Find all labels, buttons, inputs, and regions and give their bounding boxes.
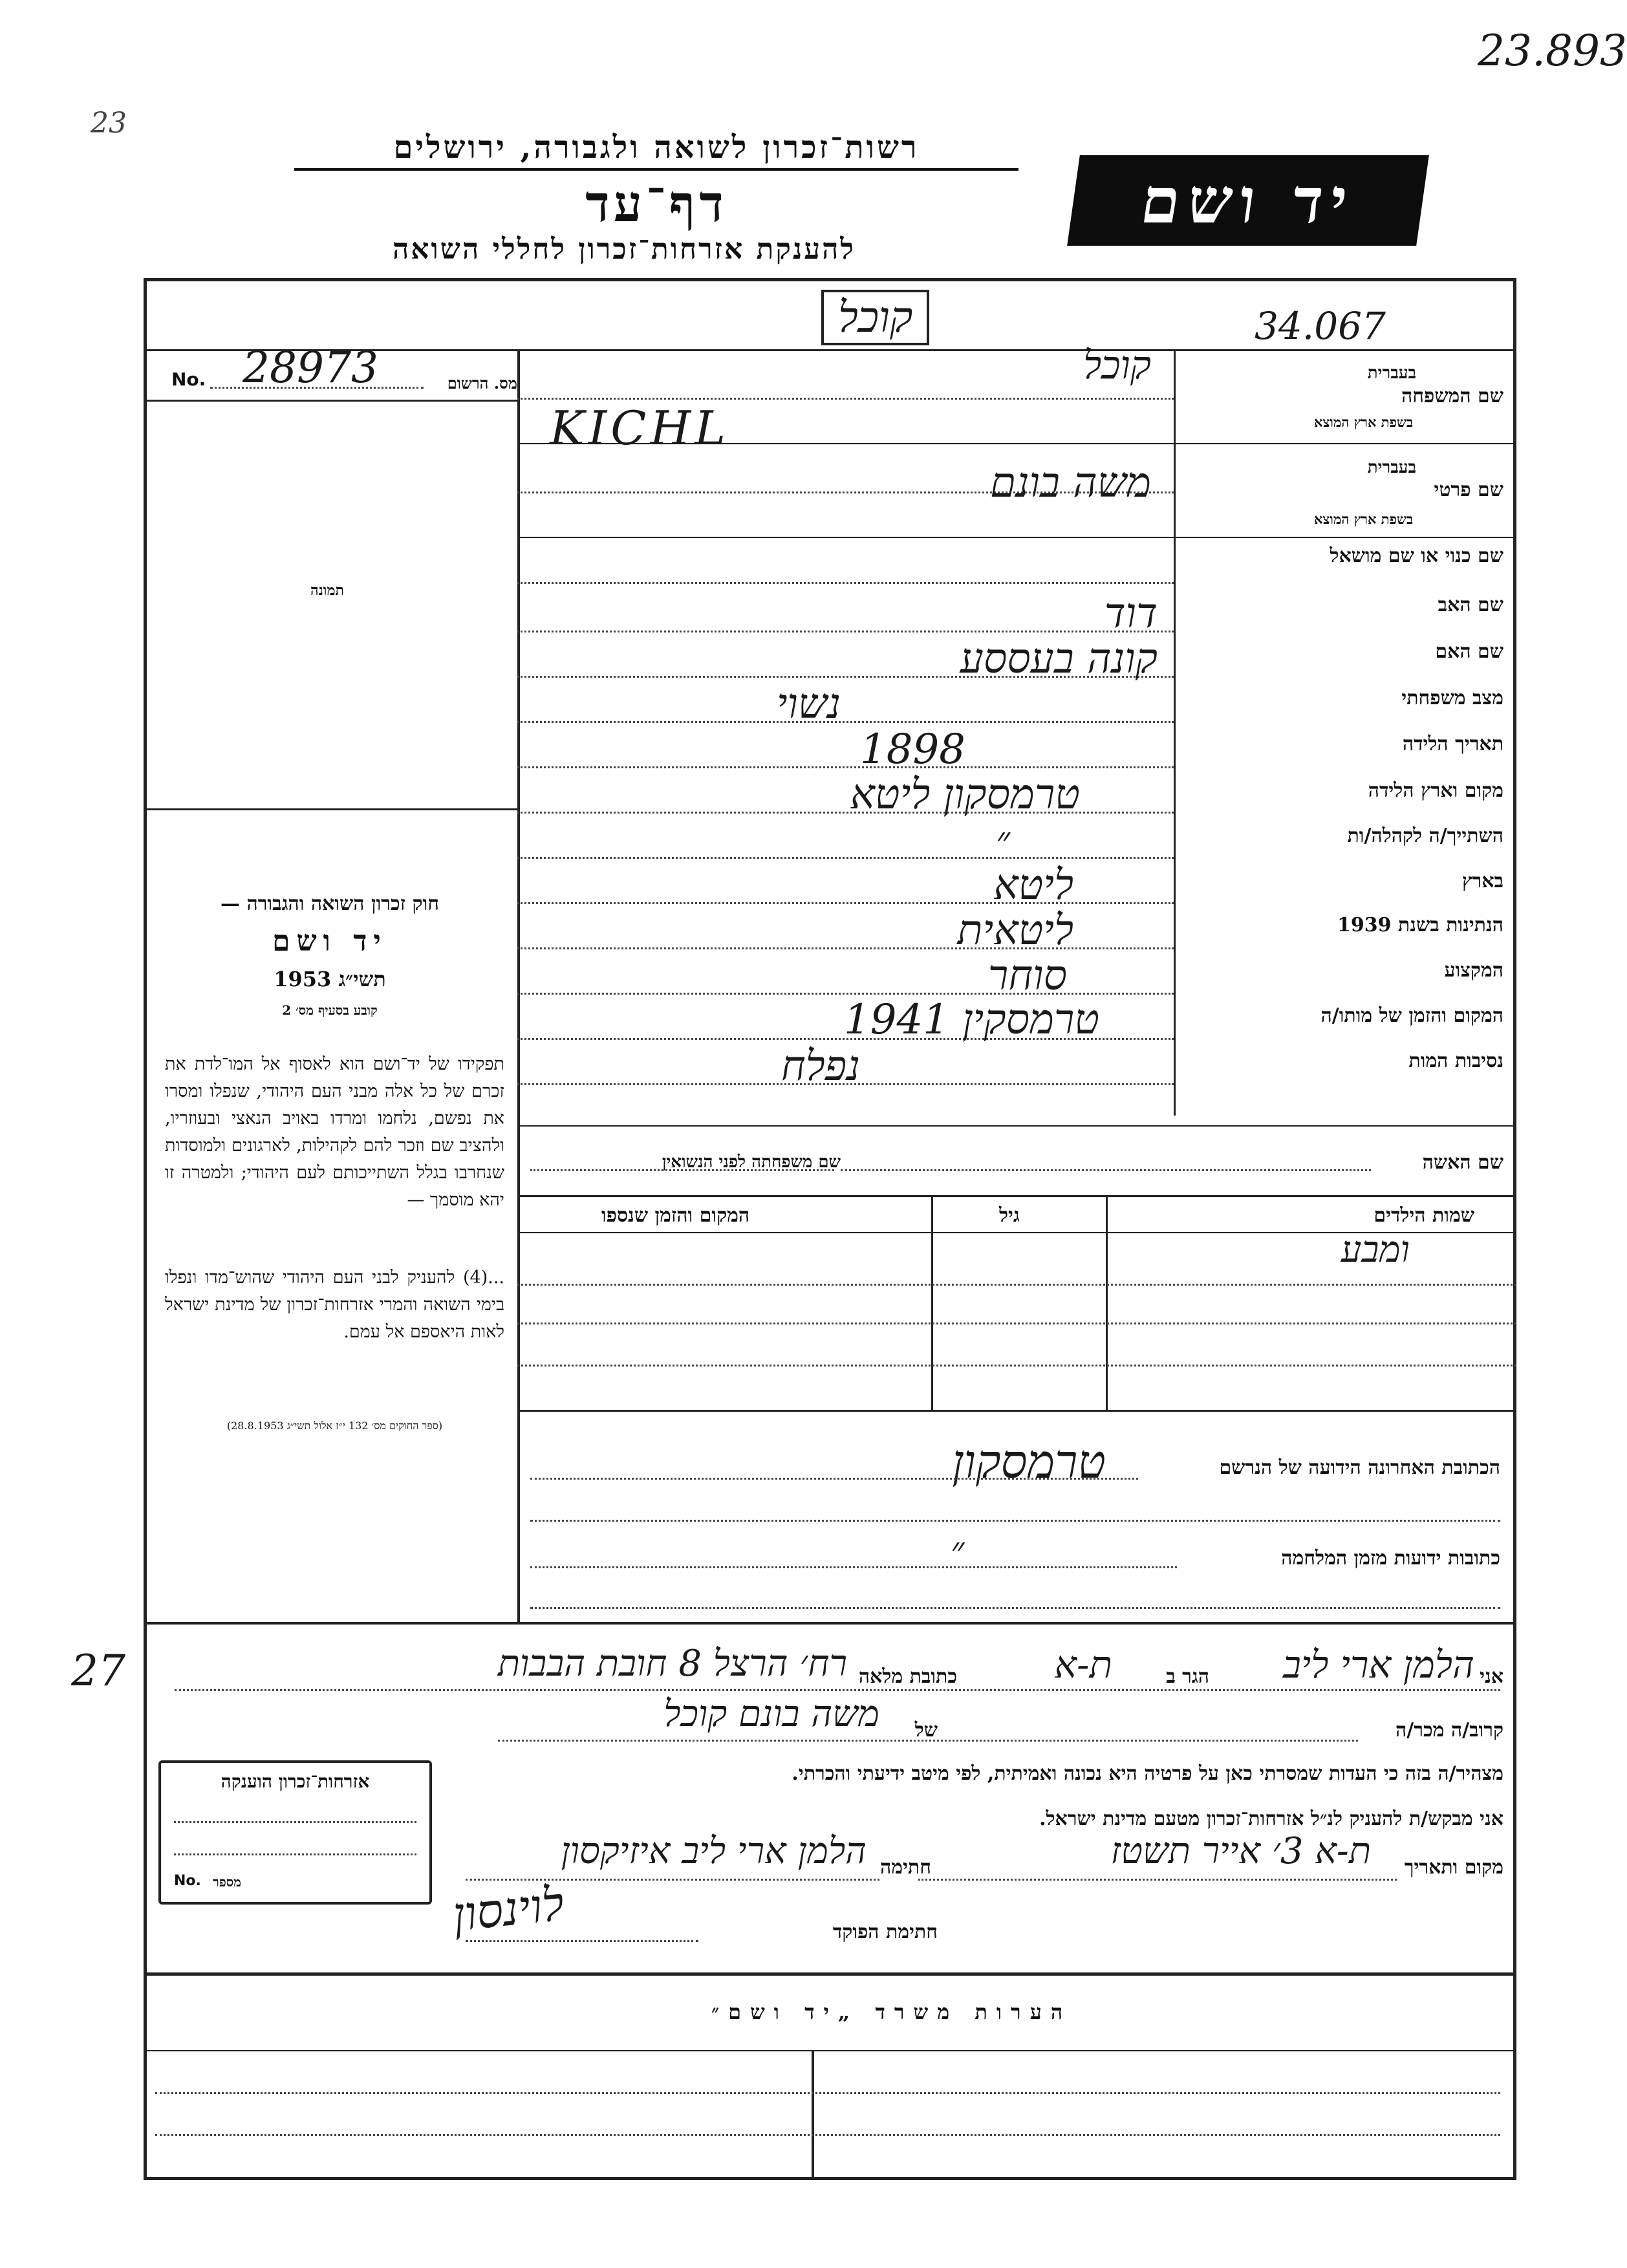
row-sep-10 <box>517 902 1174 904</box>
authority-line: רשות־זכרון לשואה ולגבורה, ירושלים <box>294 129 1018 171</box>
place-date-dots <box>918 1879 1397 1881</box>
statement-line: מצהיר/ה בזה כי העדות שמסרתי כאן על פרטיה היא נכונה ואמיתית, לפי מיטב ידיעתי והכרתי. <box>792 1762 1503 1785</box>
family-name-origin-sublabel: בשפת ארץ המוצא <box>1314 414 1413 430</box>
first-name-hebrew-sublabel: בעברית <box>1367 458 1416 477</box>
first-name-label: שם פרטי <box>1434 479 1503 501</box>
declaration-line-2 <box>498 1740 1358 1742</box>
nickname-label: שם כנוי או שם מושאל <box>1330 545 1503 567</box>
row-sep-2 <box>517 537 1516 538</box>
children-bottom <box>517 1410 1516 1412</box>
form-subtitle: להענקת אזרחות־זכרון לחללי השואה <box>392 233 856 266</box>
grant-box-title: אזרחות־זכרון הוענקה <box>221 1771 370 1792</box>
registration-divider <box>144 400 519 402</box>
marital-label: מצב משפחתי <box>1401 687 1503 709</box>
wartime-dots-2 <box>530 1607 1500 1609</box>
law-name: יד ושם <box>272 925 387 958</box>
country-value: ליטא <box>993 861 1073 909</box>
signature-label: חתימה <box>880 1856 931 1879</box>
address-extra-dots <box>530 1520 1500 1522</box>
officer-label: חתימת הפוקד <box>832 1921 938 1943</box>
grant-box-dots-2 <box>174 1853 416 1855</box>
request-line: אני מבקש/ת להעניק לנ״ל אזרחות־זכרון מטעם מדינת ישראל. <box>1039 1808 1503 1830</box>
wartime-address-label: כתובות ידועות מזמן המלחמה <box>1281 1547 1500 1570</box>
law-citation: (ספר החוקים מס׳ 132 י״ז אלול תשי״ג 28.8.1953) <box>226 1420 443 1432</box>
first-name-origin-sublabel: בשפת ארץ המוצא <box>1314 511 1413 527</box>
first-name-value: משה בונם <box>989 459 1151 507</box>
occupation-value: סוחר <box>987 952 1067 1000</box>
birth-place-label: מקום וארץ הלידה <box>1368 779 1503 802</box>
death-place-label: המקום והזמן של מותו/ה <box>1320 1004 1503 1027</box>
relative-label: קרוב/ה מכר/ה <box>1395 1719 1503 1742</box>
child-line-3 <box>517 1365 1516 1366</box>
of-label: של <box>914 1719 938 1742</box>
wife-label: שם האשה <box>1422 1151 1503 1174</box>
declaration-margin-number: 27 <box>71 1646 125 1696</box>
children-age-header: גיל <box>999 1204 1020 1227</box>
officer-signature: לוינסון <box>450 1876 566 1942</box>
frame-right <box>1513 278 1516 2179</box>
frame-left <box>144 278 147 2179</box>
child-line-2 <box>517 1323 1516 1324</box>
child-line-1 <box>517 1284 1516 1286</box>
family-name-origin-value: KICHL <box>550 401 729 455</box>
death-cause-label: נסיבות המות <box>1408 1050 1503 1072</box>
yad-vashem-logo <box>1067 155 1429 246</box>
death-place-value: טרמסקין 1941 <box>844 996 1099 1044</box>
stamp-word: קוכל <box>821 290 929 345</box>
row-sep-3 <box>517 582 1174 584</box>
photo-bottom-divider <box>144 808 519 810</box>
wife-maiden-dots <box>530 1169 834 1171</box>
row-sep-4 <box>517 631 1174 632</box>
law-title: חוק זכרון השואה והגבורה — <box>221 892 439 915</box>
place-date-label: מקום ותאריך <box>1404 1856 1503 1879</box>
officer-dots <box>466 1940 698 1942</box>
logo-text: יד ושם <box>1136 164 1360 237</box>
archive-number: 23.893 <box>1478 26 1627 76</box>
marital-value: נשוי <box>776 680 841 728</box>
grant-box-dots-1 <box>174 1821 416 1823</box>
family-name-label: שם המשפחה <box>1401 385 1503 407</box>
citizenship-label: הנתינות בשנת 1939 <box>1337 914 1503 936</box>
children-place-header: המקום והזמן שנספו <box>601 1204 750 1227</box>
community-label: השתייך/ה לקהלה/ות <box>1347 825 1503 847</box>
grant-box <box>158 1760 432 1905</box>
wife-row-top <box>517 1125 1516 1127</box>
wartime-address-value: ״ <box>951 1529 965 1571</box>
row-sep-12 <box>517 993 1174 995</box>
registration-number: 28973 <box>242 343 378 393</box>
left-column-divider <box>517 349 520 1623</box>
resides-label: הגר ב <box>1166 1665 1209 1688</box>
children-names-header: שמות הילדים <box>1374 1204 1474 1227</box>
declarant-name: הלמן ארי ליב <box>1283 1643 1474 1687</box>
remarks-line-2 <box>155 2134 1500 2136</box>
child-1-name: ומבע <box>1341 1229 1410 1271</box>
father-label: שם האב <box>1438 594 1503 616</box>
mother-value: קונה בעססע <box>960 635 1158 683</box>
declaration-top <box>144 1622 1516 1625</box>
last-address-dots <box>530 1478 1138 1480</box>
frame-bottom <box>144 2177 1516 2180</box>
frame-top <box>144 278 1516 281</box>
mid-sep <box>517 398 1174 400</box>
remarks-top <box>144 1972 1516 1976</box>
photo-label: תמונה <box>310 582 344 599</box>
occupation-label: המקצוע <box>1444 959 1503 982</box>
wartime-dots <box>530 1566 1177 1568</box>
label-column-divider <box>1174 349 1176 1116</box>
row-sep-7 <box>517 766 1174 768</box>
family-name-hebrew-sublabel: בעברית <box>1367 363 1416 383</box>
last-address-value: טרמסקון <box>952 1434 1106 1489</box>
death-cause-value: נפלח <box>781 1042 860 1090</box>
mother-label: שם האם <box>1435 640 1503 663</box>
place-date-value: ת-א 3׳ אייר תשטז <box>1110 1830 1371 1872</box>
row-sep-6 <box>517 721 1174 723</box>
law-paragraph-1: תפקידו של יד־ושם הוא לאסוף אל המו־לדת את זכרם של כל אלה מבני העם היהודי, שנפלו ומסרו את נפשם, נלחמו ומרדו באויב הנאצי ובעוזריו, ולהציב שם וזכר להם לקהילות, לארגונים ולמוסדות שנחרבו בגלל השתייכותם לעם היהודי; ולמטרה זו יהא מוסמך — <box>165 1054 504 1210</box>
wife-maiden-label: שם משפחתה לפני הנשואין <box>662 1152 841 1172</box>
declaration-line-1 <box>175 1689 1500 1691</box>
wife-dots <box>841 1169 1371 1171</box>
of-value: משה בונם קוכל <box>663 1693 879 1735</box>
form-title: דף־עד <box>585 175 727 233</box>
last-address-label: הכתובת האחרונה הידועה של הנרשם <box>1219 1456 1500 1479</box>
grant-box-no-label: No. <box>174 1873 201 1889</box>
registration-he-label: מס. הרשום <box>447 374 517 393</box>
stamp-number: 34.067 <box>1255 304 1386 348</box>
children-top <box>517 1195 1516 1197</box>
children-col-a <box>931 1195 933 1412</box>
grant-box-number-label: מספר <box>213 1874 241 1890</box>
law-clause: קובע בסעיף מס׳ 2 <box>282 1002 378 1018</box>
birth-place-value: טרמסקון ליטא <box>850 771 1080 819</box>
father-value: דוד <box>1104 590 1158 638</box>
remarks-divider <box>812 2050 814 2177</box>
office-remarks-title: הערות משרד „יד ושם״ <box>711 2000 1072 2024</box>
page-number: 23 <box>91 107 127 140</box>
signature-value: הלמן ארי ליב איזיקסון <box>561 1830 867 1872</box>
birth-date-label: תאריך הלידה <box>1402 733 1503 755</box>
remarks-header-bottom <box>144 2050 1516 2051</box>
declaration-i-label: אני <box>1480 1665 1503 1688</box>
birth-date-value: 1898 <box>860 726 965 773</box>
family-name-hebrew-value: קוכל <box>1083 343 1151 388</box>
country-label: בארץ <box>1461 870 1503 892</box>
resides-value: ת-א <box>1054 1643 1112 1687</box>
full-address-label: כתובת מלאה <box>858 1665 957 1688</box>
children-col-b <box>1106 1195 1108 1412</box>
law-year: תשי״ג 1953 <box>274 967 386 991</box>
row-sep-11 <box>517 947 1174 949</box>
row-sep-9 <box>517 857 1174 859</box>
law-paragraph-2: ...(4) להעניק לבני העם היהודי שהוש־מדו ונפלו בימי השואה והמרי אזרחות־זכרון של מדינת ישראל לאות היאספם אל עמם. <box>165 1268 504 1342</box>
remarks-line-1 <box>155 2092 1500 2094</box>
citizenship-value: ליטאית <box>957 907 1073 955</box>
registration-en-label: No. <box>171 369 206 390</box>
community-value: ״ <box>996 818 1011 862</box>
full-address-value: רח׳ הרצל 8 חובת הבבות <box>497 1643 847 1685</box>
